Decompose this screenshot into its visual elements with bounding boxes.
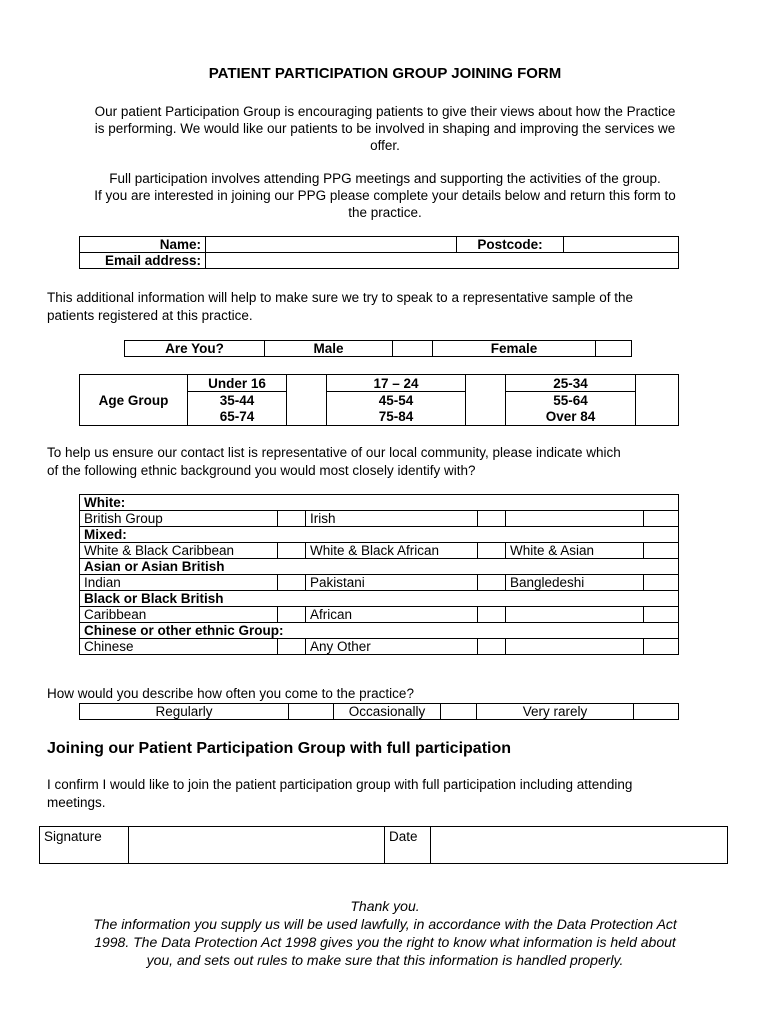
date-label: Date [385,827,431,864]
additional-text [47,289,633,325]
ethnic-checkbox[interactable] [478,607,506,623]
footer-line: 1998. The Data Protection Act 1998 gives you the right to know what information is held about [94,934,676,950]
ethnic-option-label: British Group [80,511,278,527]
ethnic-empty [506,511,644,527]
email-field[interactable] [206,253,679,269]
age-option-label: 65-74 [188,409,287,426]
male-checkbox[interactable] [393,341,433,357]
thank-you: Thank you. [350,898,420,914]
ethnic-checkbox[interactable] [478,639,506,655]
ethnic-option-label: Pakistani [306,575,478,591]
female-label: Female [433,341,596,357]
ethnic-intro-line: To help us ensure our contact list is representative of our local community, please indicate which [47,445,621,460]
frequency-question: How would you describe how often you come to the practice? [47,686,414,701]
ethnic-option-label: Caribbean [80,607,278,623]
intro-line: If you are interested in joining our PPG please complete your details below and return this form to [94,188,676,203]
frequency-option-label: Occasionally [334,704,441,720]
ethnic-option-label: Chinese [80,639,278,655]
intro-line: the practice. [348,205,422,220]
gender-question: Are You? [125,341,265,357]
age-option-label: 45-54 [327,392,466,409]
additional-line: This additional information will help to make sure we try to speak to a representative sample of the [47,290,634,305]
ethnic-group-heading: Asian or Asian British [80,559,679,575]
age-option-label: 35-44 [188,392,287,409]
ethnic-checkbox[interactable] [644,575,679,591]
email-label: Email address: [80,253,206,269]
age-checkbox[interactable] [636,375,679,426]
age-option-label: 25-34 [506,375,636,392]
ethnic-empty [644,639,679,655]
footer [20,897,750,969]
ethnic-checkbox[interactable] [478,511,506,527]
ethnic-option-label: White & Asian [506,543,644,559]
age-option-label: 55-64 [506,392,636,409]
intro-line: Full participation involves attending PPG meetings and supporting the activities of the group. [109,171,661,186]
ethnic-intro-line: of the following ethnic background you would most closely identify with? [47,463,476,478]
form-title: PATIENT PARTICIPATION GROUP JOINING FORM [208,65,562,82]
ethnic-option-label: White & Black Caribbean [80,543,278,559]
postcode-label: Postcode: [457,237,564,253]
frequency-option-label: Regularly [80,704,289,720]
ethnic-checkbox[interactable] [278,511,306,527]
ethnic-group-heading: Chinese or other ethnic Group: [80,623,679,639]
postcode-field[interactable] [564,237,679,253]
frequency-checkbox[interactable] [441,704,477,720]
ethnic-checkbox[interactable] [278,575,306,591]
ethnic-option-label: Any Other [306,639,478,655]
ethnic-checkbox[interactable] [644,543,679,559]
intro-line: Our patient Participation Group is encouraging patients to give their views about how the Practice [94,104,676,119]
ethnic-option-label: White & Black African [306,543,478,559]
age-option-label: 75-84 [327,409,466,426]
intro-text [30,103,740,221]
signature-label: Signature [40,827,129,864]
age-option-label: Under 16 [188,375,287,392]
signature-table [39,826,728,864]
female-checkbox[interactable] [596,341,632,357]
age-table [79,374,679,426]
ethnic-checkbox[interactable] [278,639,306,655]
ethnic-option-label: Indian [80,575,278,591]
confirm-line: meetings. [47,795,106,810]
ethnic-checkbox[interactable] [278,543,306,559]
signature-field[interactable] [129,827,385,864]
ethnic-option-label: Bangledeshi [506,575,644,591]
intro-line: is performing. We would like our patients to be involved in shaping and improving the services we [94,121,676,136]
ethnic-checkbox[interactable] [278,607,306,623]
ethnic-group-heading: White: [80,495,679,511]
ethnic-table [79,494,679,655]
frequency-checkbox[interactable] [289,704,334,720]
age-checkbox[interactable] [466,375,506,426]
name-field[interactable] [206,237,457,253]
gender-table [124,340,632,357]
ethnic-option-label: Irish [306,511,478,527]
date-field[interactable] [431,827,728,864]
ethnic-option-label: African [306,607,478,623]
age-option-label: 17 – 24 [327,375,466,392]
joining-heading: Joining our Patient Participation Group with full participation [47,740,512,757]
ethnic-checkbox[interactable] [478,575,506,591]
ethnic-empty [644,607,679,623]
frequency-checkbox[interactable] [634,704,679,720]
confirm-line: I confirm I would like to join the patient participation group with full participation including attending [47,777,633,792]
ethnic-empty [506,639,644,655]
additional-line: patients registered at this practice. [47,308,253,323]
frequency-option-label: Very rarely [477,704,634,720]
footer-line: The information you supply us will be used lawfully, in accordance with the Data Protection Act [93,916,677,932]
confirm-text [47,776,632,812]
ethnic-empty [644,511,679,527]
age-option-label: Over 84 [506,409,636,426]
footer-line: you, and sets out rules to make sure that this information is handled properly. [146,952,624,968]
ethnic-empty [506,607,644,623]
male-label: Male [265,341,393,357]
ethnic-intro [47,444,621,480]
ethnic-group-heading: Mixed: [80,527,679,543]
name-label: Name: [80,237,206,253]
intro-line: offer. [370,138,400,153]
ethnic-group-heading: Black or Black British [80,591,679,607]
age-checkbox[interactable] [287,375,327,426]
age-group-label: Age Group [80,375,188,426]
ethnic-checkbox[interactable] [478,543,506,559]
details-table [79,236,679,269]
frequency-table [79,703,679,720]
